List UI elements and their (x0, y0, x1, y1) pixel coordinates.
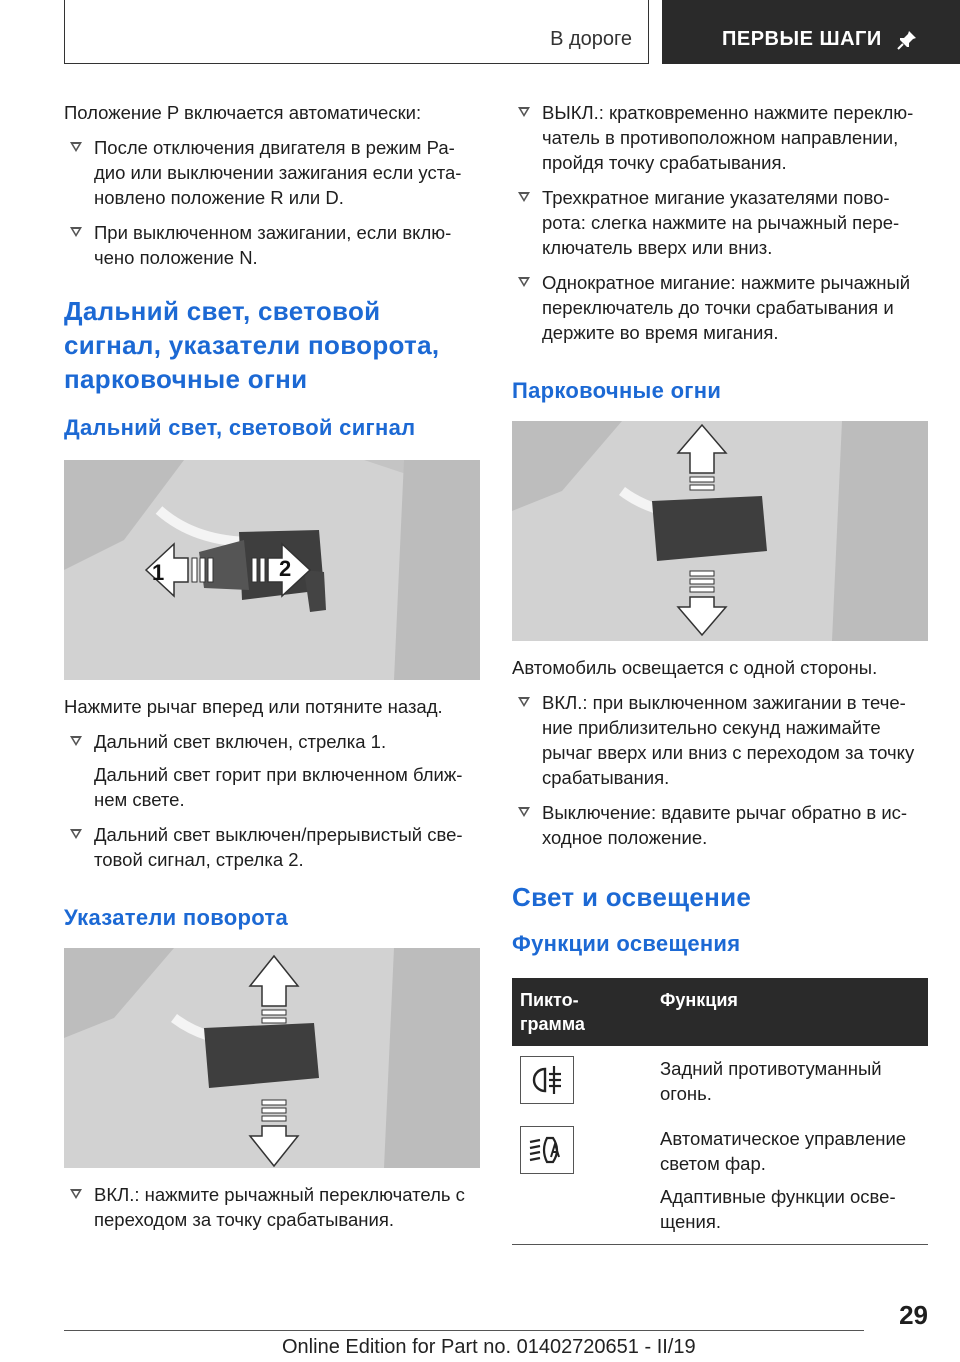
header-chapter-title: ПЕРВЫЕ ШАГИ (722, 28, 882, 50)
triangle-bullet-icon (70, 142, 82, 152)
list-item: Дальний свет выключен/прерывистый све- товой сигнал, стрелка 2. (64, 822, 480, 872)
list-item: Выключение: вдавите рычаг обратно в ис- ходное положение. (512, 800, 928, 850)
arrow-label-2: 2 (279, 556, 292, 581)
header-chapter-tab (662, 0, 960, 64)
lighting-functions-table (512, 978, 928, 1245)
list-item: ВКЛ.: при выключенном зажигании в тече- ние приблизительно секунд нажимайте рычаг вверх или вниз с переходом за точку срабатывания. (512, 690, 928, 790)
arrow-label-1: 1 (152, 560, 165, 585)
footer-divider (64, 1330, 864, 1331)
subheading-high-beam: Дальний свет, световой сигнал (64, 415, 416, 440)
list-item: Трехкратное мигание указателями пово- рота: слегка нажмите на рычажный пере- ключатель вверх или вниз. (512, 185, 928, 260)
subheading-turn-signals: Указатели поворота (64, 905, 289, 930)
triangle-bullet-icon (70, 829, 82, 839)
parking-intro-text: Автомобиль освещается с одной стороны. (512, 657, 878, 678)
triangle-bullet-icon (70, 227, 82, 237)
function-text: Адаптивные функции осве- щения. (660, 1186, 896, 1232)
list-item: ВКЛ.: нажмите рычажный переключатель с переходом за точку срабатывания. (64, 1182, 480, 1232)
column-header-pictogram: Пикто- грамма (512, 978, 652, 1046)
high-beam-lever-figure (64, 460, 480, 680)
intro-text: Положение P включается автоматически: (64, 102, 422, 123)
lever-illustration (512, 421, 928, 641)
triangle-bullet-icon (518, 277, 530, 287)
page-number: 29 (899, 1300, 928, 1330)
triangle-bullet-icon (518, 107, 530, 117)
column-header-function: Функция (652, 978, 928, 1046)
list-item: После отключения двигателя в режим Ра- дио или выключении зажигания если уста- новлено положение R или D. (64, 135, 480, 210)
list-item: Однократное мигание: нажмите рычажный переключатель до точки срабатывания и держите во время мигания. (512, 270, 928, 345)
list-item: Дальний свет включен, стрелка 1. (64, 729, 480, 754)
subheading-parking-lights: Парковочные огни (512, 378, 722, 403)
section-heading-light: Свет и освещение (512, 882, 752, 912)
table-row (512, 1046, 928, 1116)
function-text: Задний противотуманный огонь. (660, 1058, 882, 1104)
pin-icon (895, 28, 919, 52)
lever-illustration (64, 948, 480, 1168)
left-column (64, 100, 480, 1232)
section-heading-lighting: Дальний свет, световой сигнал, указатели поворота, парковочные огни (64, 296, 440, 394)
right-column (512, 100, 928, 1245)
push-pull-text: Нажмите рычаг вперед или потяните назад. (64, 696, 443, 717)
list-item: При выключенном зажигании, если вклю- чено положение N. (64, 220, 480, 270)
function-text: Автоматическое управление светом фар. (660, 1128, 907, 1174)
subheading-light-functions: Функции освещения (512, 931, 741, 956)
triangle-bullet-icon (518, 192, 530, 202)
triangle-bullet-icon (518, 807, 530, 817)
table-row (512, 1116, 928, 1245)
triangle-bullet-icon (70, 1189, 82, 1199)
list-item: ВЫКЛ.: кратковременно нажмите переклю- чатель в противоположном направлении, пройдя точку срабатывания. (512, 100, 928, 175)
auto-headlight-icon (520, 1126, 574, 1174)
triangle-bullet-icon (70, 736, 82, 746)
parking-light-lever-figure (512, 421, 928, 641)
table-header-row (512, 978, 928, 1046)
triangle-bullet-icon (518, 697, 530, 707)
rear-fog-light-icon (520, 1056, 574, 1104)
header-section-box (64, 0, 649, 64)
turn-signal-lever-figure (64, 948, 480, 1168)
header-section-title: В дороге (550, 28, 632, 50)
footer-edition: Online Edition for Part no. 01402720651 - II/19 (282, 1336, 696, 1358)
list-item-subtext: Дальний свет горит при включенном ближ- нем свете. (94, 764, 463, 810)
